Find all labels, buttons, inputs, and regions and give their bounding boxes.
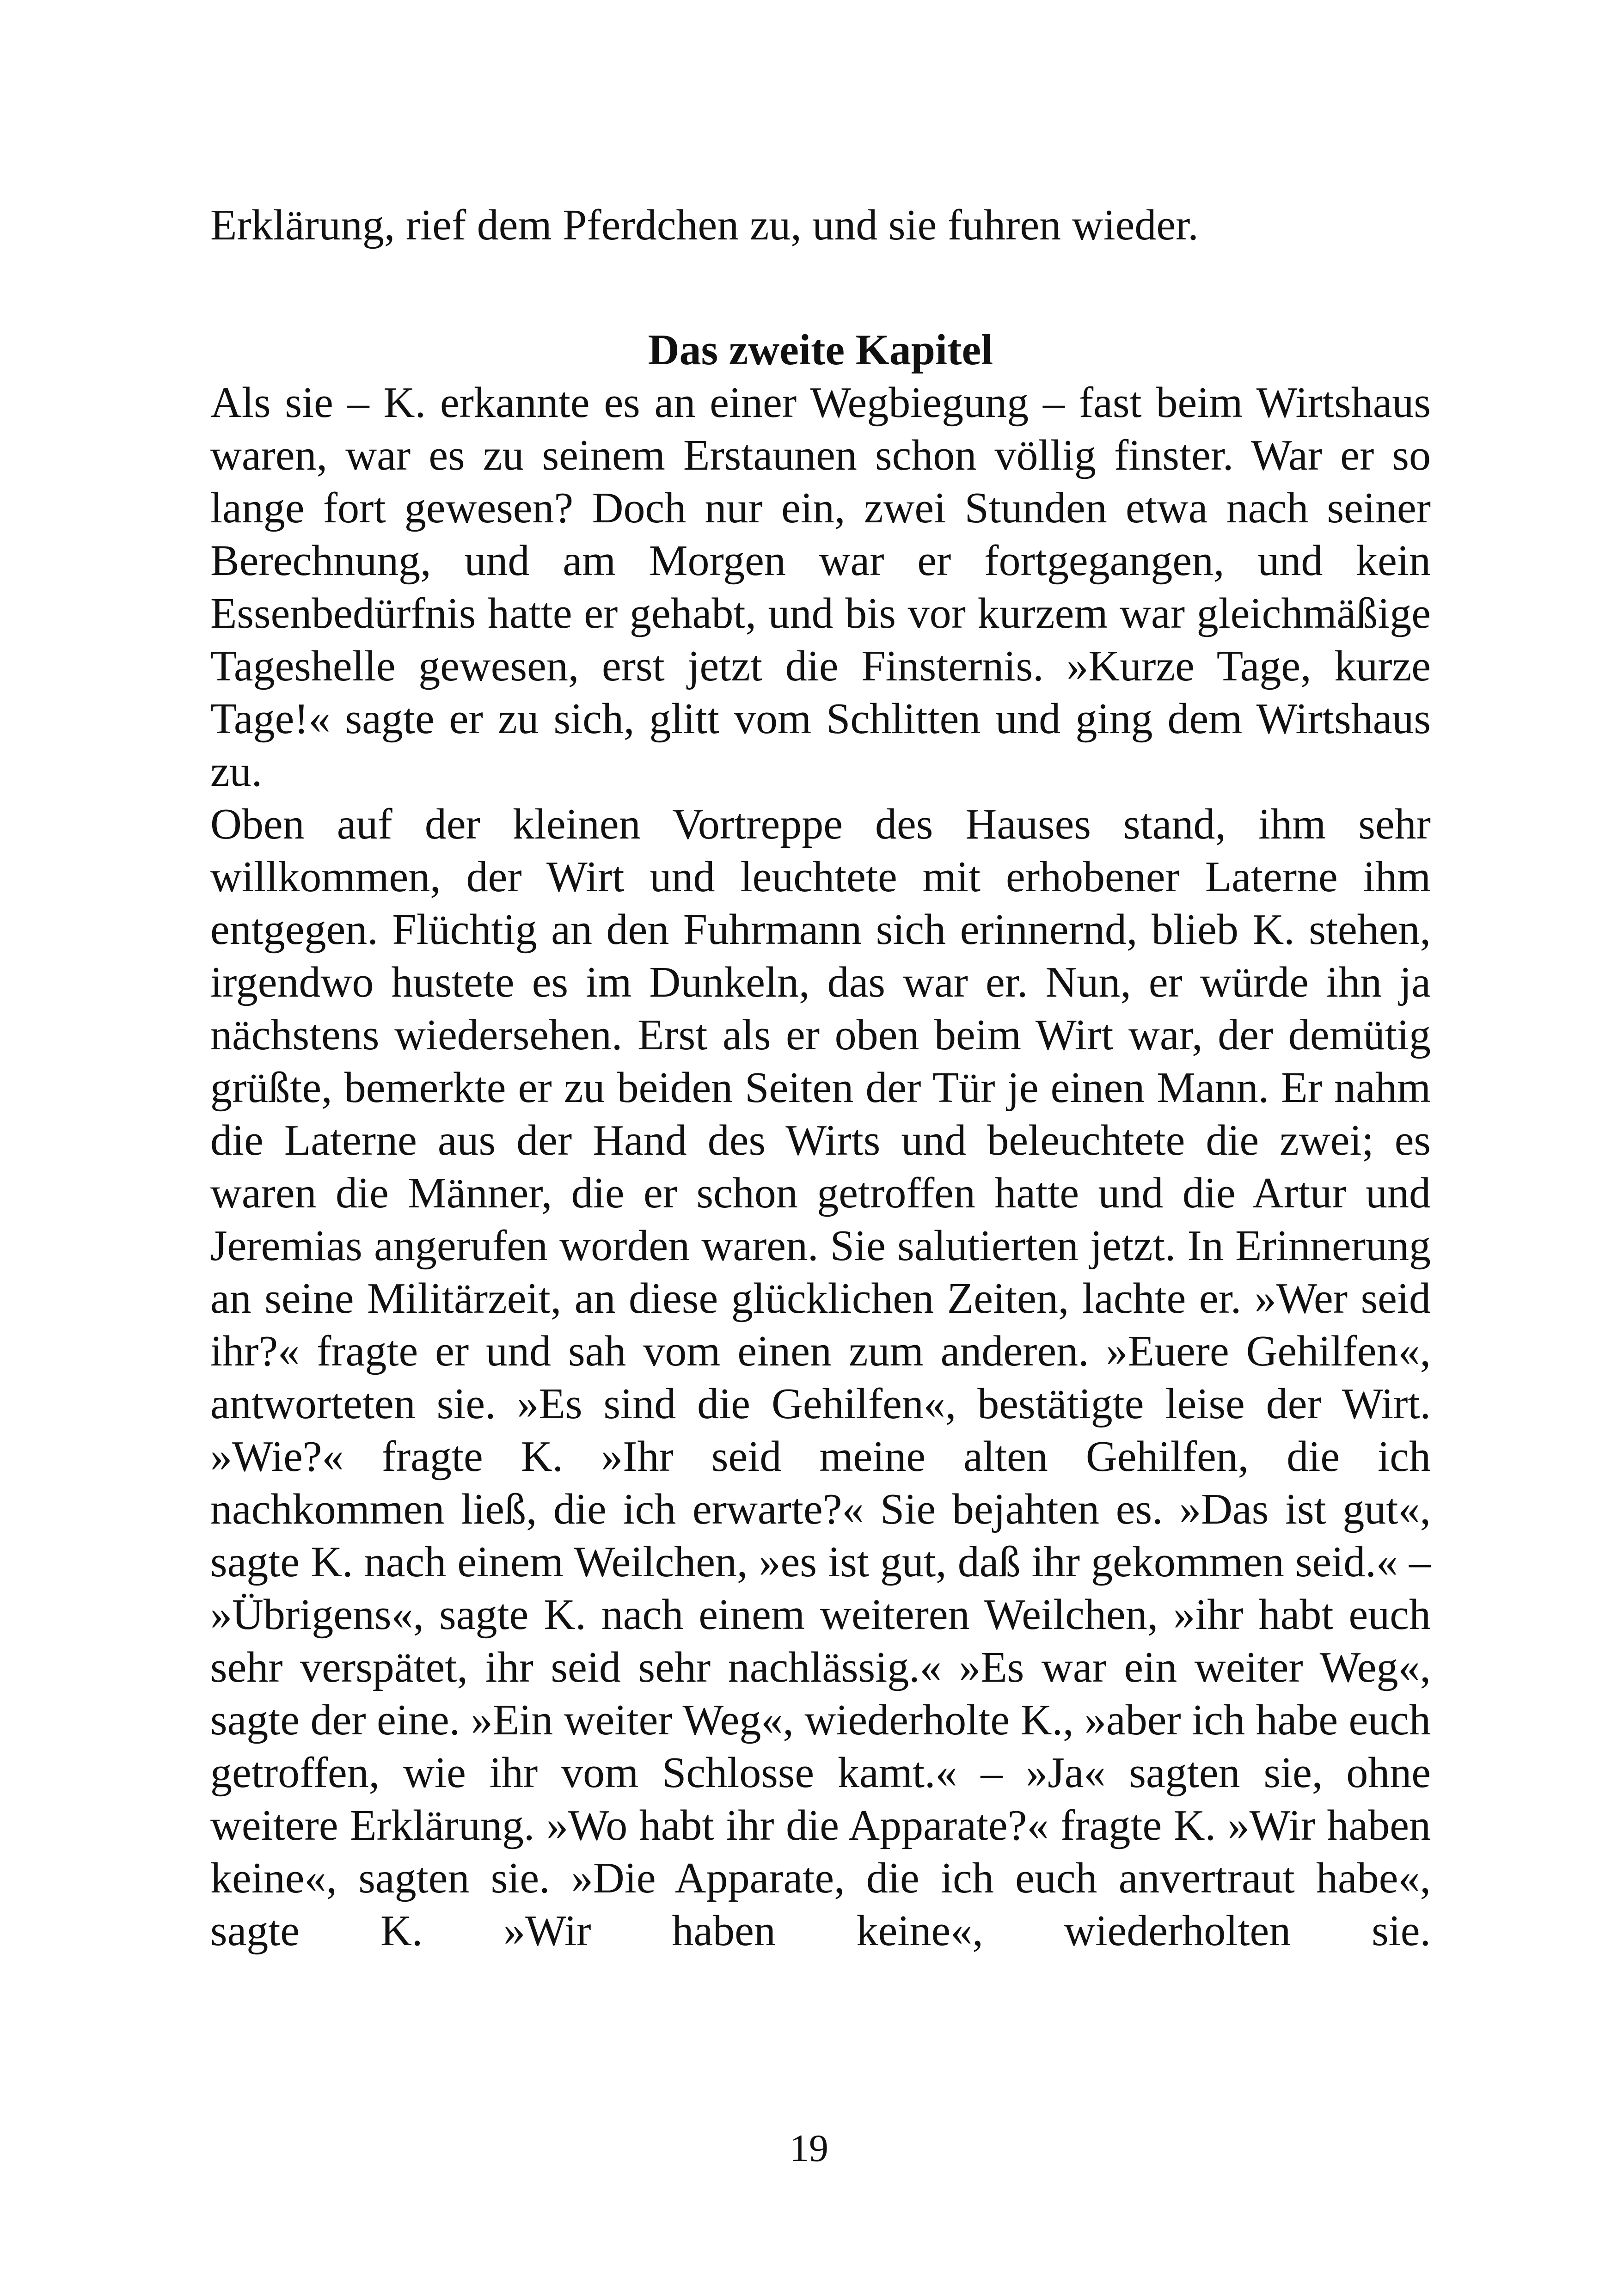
paragraph: Oben auf der kleinen Vortreppe des Hauses stand, ihm sehr willkommen, der Wirt und leuchtete mit erhobener Laterne ihm entgegen. Flüchtig an den Fuhrmann sich erinnernd, blieb K. stehen, irgendwo hustete es im Dunkeln, das war er. Nun, er würde ihn ja nächstens wiedersehen. Erst als er oben beim Wirt war, der demütig grüßte, bemerkte er zu beiden Seiten der Tür je einen Mann. Er nahm die Laterne aus der Hand des Wirts und beleuchtete die zwei; es waren die Männer, die er schon getroffen hatte und die Artur und Jeremias angerufen worden waren. Sie salutierten jetzt. In Erinnerung an seine Militärzeit, an diese glücklichen Zeiten, lachte er. »Wer seid ihr?« fragte er und sah vom einen zum anderen. »Euere Gehilfen«, antworteten sie. »Es sind die Gehilfen«, bestätigte leise der Wirt. »Wie?« fragte K. »Ihr seid meine alten Gehilfen, die ich nachkommen ließ, die ich erwarte?« Sie bejahten es. »Das ist gut«, sagte K. nach einem Weilchen, »es ist gut, daß ihr gekommen seid.« – »Übrigens«, sagte K. nach einem weiteren Weilchen, »ihr habt euch sehr verspätet, ihr seid sehr nachlässig.« »Es war ein weiter Weg«, sagte der eine. »Ein weiter Weg«, wiederholte K., »aber ich habe euch getroffen, wie ihr vom Schlosse kamt.« – »Ja« sagten sie, ohne weitere Erklärung. »Wo habt ihr die Apparate?« fragte K. »Wir haben keine«, sagten sie. »Die Apparate, die ich euch anvertraut habe«, sagte K. »Wir haben keine«, wiederholten sie.	[210, 800, 1431, 1955]
page-number: 19	[790, 2127, 828, 2170]
paragraph: Als sie – K. erkannte es an einer Wegbiegung – fast beim Wirtshaus waren, war es zu seinem Erstaunen schon völlig finster. War er so lange fort gewesen? Doch nur ein, zwei Stunden etwa nach seiner Berechnung, und am Morgen war er fortgegangen, und kein Essenbedürfnis hatte er gehabt, und bis vor kurzem war gleichmäßige Tageshelle gewesen, erst jetzt die Finsternis. »Kurze Tage, kurze Tage!« sagte er zu sich, glitt vom Schlitten und ging dem Wirtshaus zu.	[210, 379, 1431, 796]
chapter-body	[210, 376, 1431, 1957]
carry-over-line: Erklärung, rief dem Pferdchen zu, und sie fuhren wieder.	[210, 201, 1199, 249]
chapter-title: Das zweite Kapitel	[648, 326, 993, 374]
